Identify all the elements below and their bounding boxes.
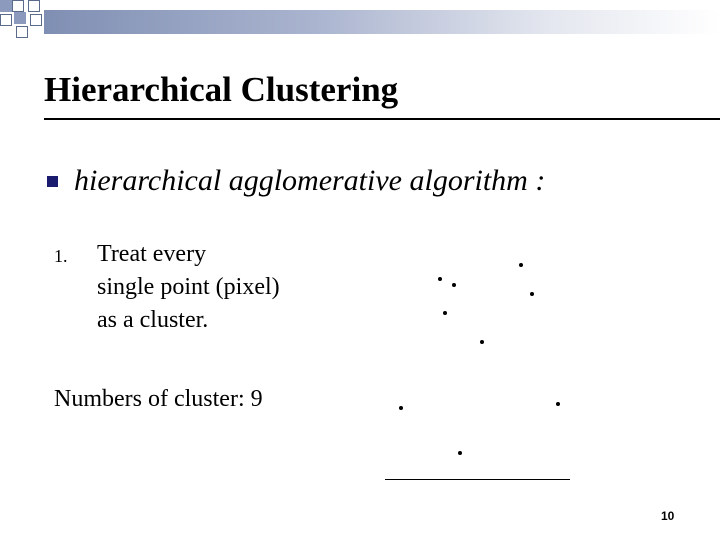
list-item-number: 1. [54,246,68,266]
page-number: 10 [661,509,675,523]
decor-square [0,0,12,12]
data-point [399,406,403,410]
data-point [438,277,442,281]
bullet-text: hierarchical agglomerative algorithm : [74,164,546,197]
title-underline [44,118,720,120]
data-point [458,451,462,455]
list-item-line: as a cluster. [97,307,209,333]
data-point [480,340,484,344]
slide-title: Hierarchical Clustering [44,70,399,109]
list-item-line: single point (pixel) [97,274,280,300]
data-point [443,311,447,315]
decor-square [30,14,42,26]
decor-square [16,26,28,38]
header-gradient-bar [44,10,720,34]
baseline-rule [385,479,570,480]
decor-square [14,12,26,24]
data-point [519,263,523,267]
decor-square [12,0,24,12]
data-point [452,283,456,287]
list-item-text [97,238,337,337]
decor-square [0,14,12,26]
list-item-line: Treat every [97,241,207,267]
decor-square [28,0,40,12]
data-point [530,292,534,296]
square-bullet-icon [47,176,58,187]
cluster-count-text: Numbers of cluster: 9 [54,386,263,412]
data-point [556,402,560,406]
